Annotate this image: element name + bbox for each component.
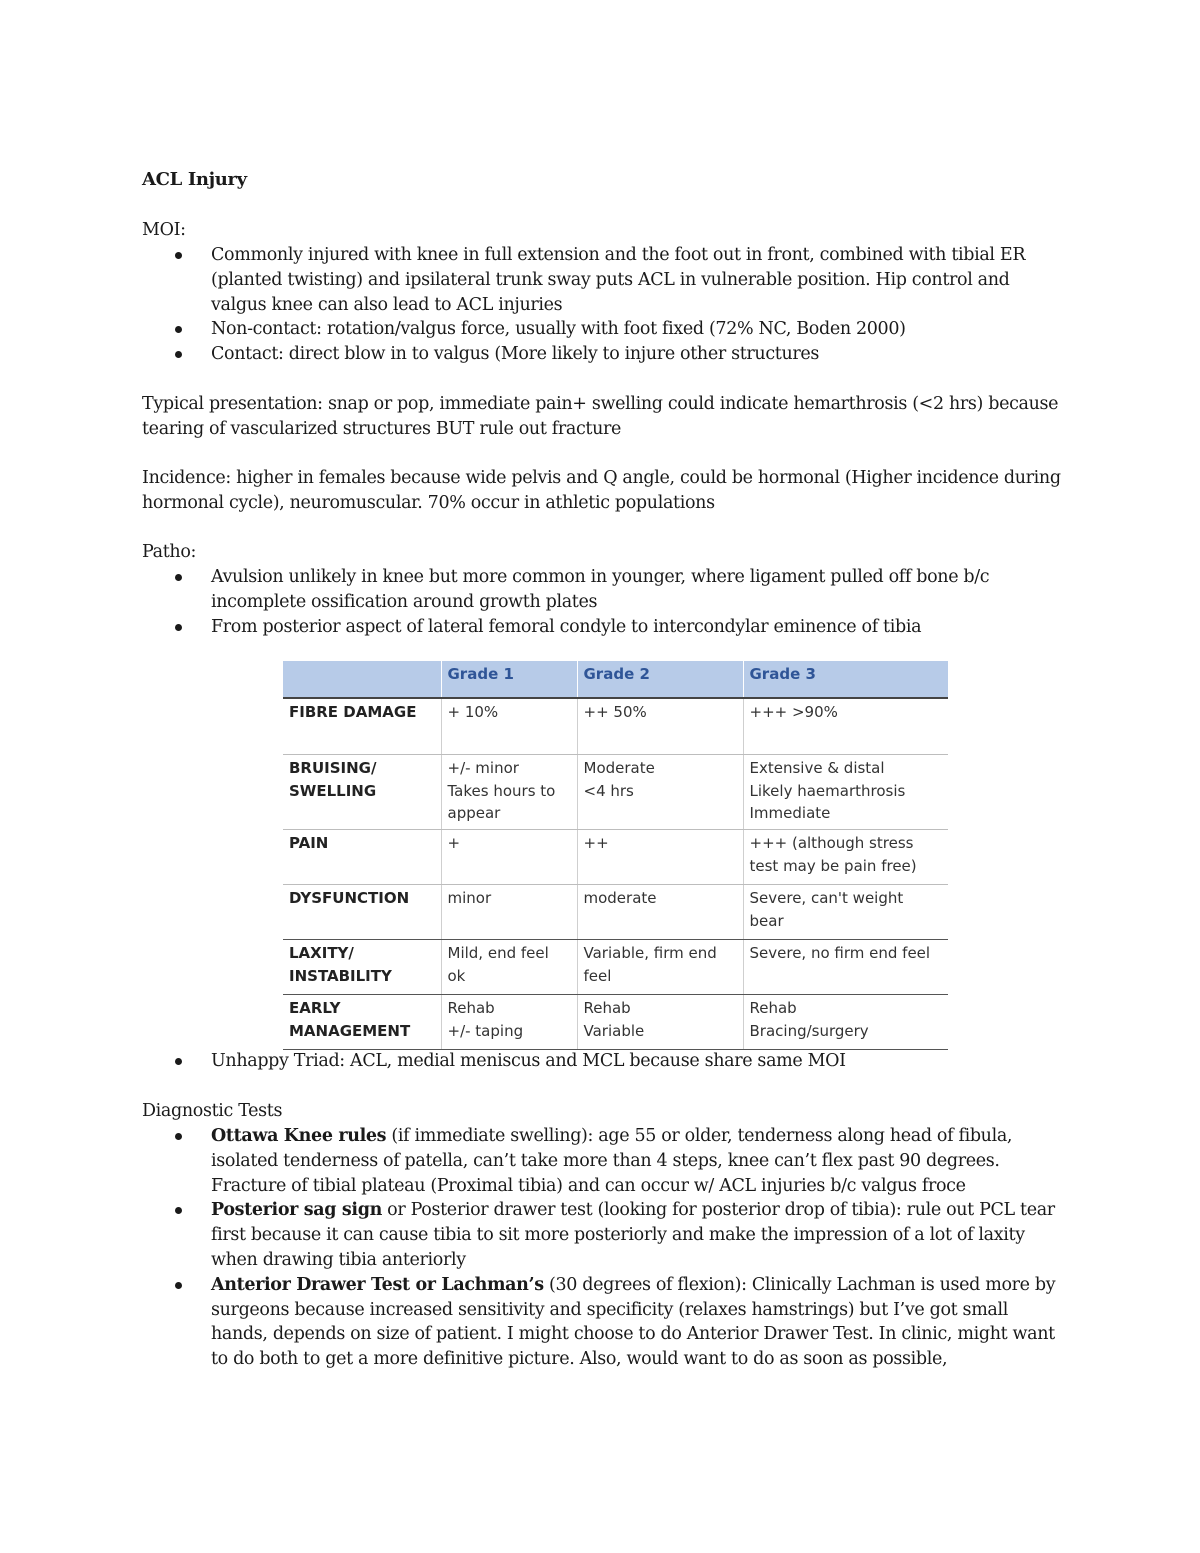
incidence: Incidence: higher in females because wide pelvis and Q angle, could be hormonal (Higher incidence during hormonal cycle), neuromuscular. 70% occur in athletic populations bbox=[142, 468, 1061, 513]
bullet-icon bbox=[175, 252, 182, 259]
table-row bbox=[283, 755, 948, 830]
moi-item: Non-contact: rotation/valgus force, usually with foot fixed (72% NC, Boden 2000) bbox=[142, 317, 1062, 342]
table-cell: Variable, firm end feel bbox=[577, 940, 743, 995]
bullet-icon bbox=[175, 351, 182, 358]
table-row-header: PAIN bbox=[283, 830, 441, 885]
bullet-icon bbox=[175, 1133, 182, 1140]
table-row bbox=[283, 940, 948, 995]
table-row bbox=[283, 885, 948, 940]
table-cell: ++ 50% bbox=[577, 698, 743, 755]
table-cell: ++ bbox=[577, 830, 743, 885]
table-row bbox=[283, 995, 948, 1050]
patho-label: Patho: bbox=[142, 542, 197, 562]
table-cell: Severe, no firm end feel bbox=[743, 940, 948, 995]
table-row-header: BRUISING/ SWELLING bbox=[283, 755, 441, 830]
table-row-header: FIBRE DAMAGE bbox=[283, 698, 441, 755]
patho-item: Avulsion unlikely in knee but more common in younger, where ligament pulled off bone b/c incomplete ossification around growth plates bbox=[142, 565, 1062, 615]
bullet-icon bbox=[175, 1282, 182, 1289]
table-cell: Moderate <4 hrs bbox=[577, 755, 743, 830]
table-cell: Severe, can't weight bear bbox=[743, 885, 948, 940]
moi-item: Contact: direct blow in to valgus (More likely to injure other structures bbox=[142, 342, 1062, 367]
diagnostic-item: Ottawa Knee rules (if immediate swelling): age 55 or older, tenderness along head of fibula, isolated tenderness of patella, can’t take more than 4 steps, knee can’t flex past 90 degrees. Fracture of tibial plateau (Proximal tibia) and can occur w/ ACL injuries b/c valgus froce bbox=[142, 1124, 1062, 1198]
table-cell: + 10% bbox=[441, 698, 577, 755]
table-cell: Rehab Variable bbox=[577, 995, 743, 1050]
moi-label: MOI: bbox=[142, 220, 186, 240]
table-row-header: EARLY MANAGEMENT bbox=[283, 995, 441, 1050]
bullet-icon bbox=[175, 1058, 182, 1065]
bullet-icon bbox=[175, 326, 182, 333]
bullet-icon bbox=[175, 574, 182, 581]
document-title: ACL Injury bbox=[142, 169, 247, 190]
diagnostic-list bbox=[142, 1124, 1062, 1372]
table-cell: minor bbox=[441, 885, 577, 940]
table-row-header: DYSFUNCTION bbox=[283, 885, 441, 940]
table-row-header: LAXITY/ INSTABILITY bbox=[283, 940, 441, 995]
bullet-icon bbox=[175, 624, 182, 631]
typical-presentation: Typical presentation: snap or pop, immediate pain+ swelling could indicate hemarthrosis (<2 hrs) because tearing of vascularized structures BUT rule out fracture bbox=[142, 394, 1059, 439]
table-cell: Rehab +/- taping bbox=[441, 995, 577, 1050]
table-cell: moderate bbox=[577, 885, 743, 940]
table-cell: Mild, end feel ok bbox=[441, 940, 577, 995]
diagnostic-item: Anterior Drawer Test or Lachman’s (30 degrees of flexion): Clinically Lachman is used more by surgeons because increased sensitivity and specificity (relaxes hamstrings) but I’ve got small hands, depends on size of patient. I might choose to do Anterior Drawer Test. In clinic, might want to do both to get a more definitive picture. Also, would want to do as soon as possible, bbox=[142, 1273, 1062, 1372]
table-row bbox=[283, 830, 948, 885]
table-cell: +++ (although stress test may be pain free) bbox=[743, 830, 948, 885]
patho-list bbox=[142, 565, 1062, 639]
table-cell: +/- minor Takes hours to appear bbox=[441, 755, 577, 830]
triad-item: Unhappy Triad: ACL, medial meniscus and MCL because share same MOI bbox=[142, 1049, 1062, 1074]
diagnostic-item: Posterior sag sign or Posterior drawer test (looking for posterior drop of tibia): rule out PCL tear first because it can cause tibia to sit more posteriorly and make the impression of a lot of laxity when drawing tibia anteriorly bbox=[142, 1198, 1062, 1272]
table-row bbox=[283, 698, 948, 755]
acl-grade-table bbox=[283, 661, 948, 1050]
bullet-icon bbox=[175, 1207, 182, 1214]
diagnostic-label: Diagnostic Tests bbox=[142, 1101, 283, 1121]
patho-item: From posterior aspect of lateral femoral condyle to intercondylar eminence of tibia bbox=[142, 615, 1062, 640]
table-header-cell: Grade 2 bbox=[577, 661, 743, 698]
table-cell: Extensive & distal Likely haemarthrosis Immediate bbox=[743, 755, 948, 830]
table-header-cell bbox=[283, 661, 441, 698]
table-cell: + bbox=[441, 830, 577, 885]
moi-item: Commonly injured with knee in full extension and the foot out in front, combined with tibial ER (planted twisting) and ipsilateral trunk sway puts ACL in vulnerable position. Hip control and valgus knee can also lead to ACL injuries bbox=[142, 243, 1062, 317]
triad-list bbox=[142, 1049, 1062, 1074]
table-cell: +++ >90% bbox=[743, 698, 948, 755]
table-cell: Rehab Bracing/surgery bbox=[743, 995, 948, 1050]
table-header-row bbox=[283, 661, 948, 698]
table-header-cell: Grade 3 bbox=[743, 661, 948, 698]
moi-list bbox=[142, 243, 1062, 367]
table-header-cell: Grade 1 bbox=[441, 661, 577, 698]
